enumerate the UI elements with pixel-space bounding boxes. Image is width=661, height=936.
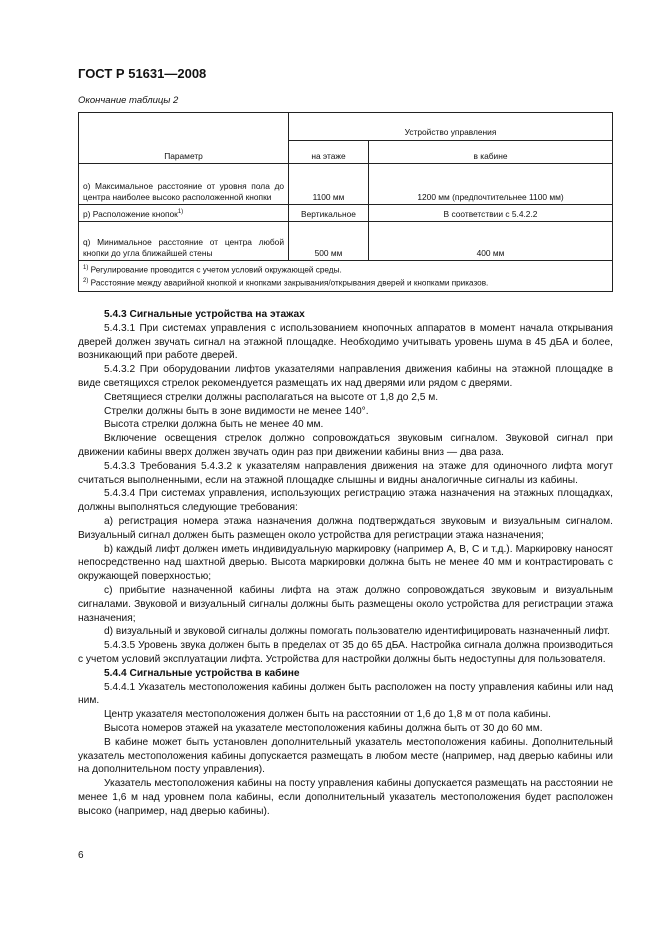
table-row	[79, 222, 613, 261]
note-item	[83, 263, 608, 276]
paragraph: d) визуальный и звуковой сигналы должны помогать пользователю идентифицировать назначенный лифт.	[104, 626, 610, 638]
row-floor-value: 1100 мм	[289, 164, 369, 205]
paragraph: c) прибытие назначенной кабины лифта на этаж должно сопровождаться звуковым и визуальным сигналами. Звуковой и визуальный сигналы должны быть размещены около устройства для регистрации этажа назначения;	[78, 584, 613, 624]
section-heading: 5.4.3 Сигнальные устройства на этажах	[104, 309, 305, 320]
paragraph: Центр указателя местоположения должен быть на расстоянии от 1,6 до 1,8 м от пола кабины.	[104, 709, 551, 721]
device-header: Устройство управления	[289, 113, 613, 141]
paragraph: b) каждый лифт должен иметь индивидуальную маркировку (например А, В, С и т.д.). Маркировку наносят непосредственно над шахтной дверью. Высота маркировки должна быть не менее 40 мм и контрастировать с окружающей поверхностью;	[78, 543, 613, 583]
paragraph: 5.4.3.2 При оборудовании лифтов указателями направления движения кабины на этажной площадке в виде светящихся стрелок рекомендуется размещать их над дверями или рядом с дверями.	[78, 364, 613, 389]
paragraph: В кабине может быть установлен дополнительный указатель местоположения кабины. Дополнительный указатель местоположения кабины допускается размещать в любом месте (например, над дверью кабины или на дополнительном посту управления).	[78, 736, 613, 776]
table-row	[79, 164, 613, 205]
row-floor-value: 500 мм	[289, 222, 369, 261]
row-param: q) Минимальное расстояние от центра любой кнопки до угла ближайшей стены	[79, 222, 289, 261]
row-param: o) Максимальное расстояние от уровня пола до центра наиболее высоко расположенной кнопки	[79, 164, 289, 205]
note-text: Регулирование проводится с учетом условий окружающей среды.	[90, 266, 342, 276]
param-header: Параметр	[79, 113, 289, 164]
row-floor-value: Вертикальное	[289, 205, 369, 222]
table-header-row	[79, 113, 613, 141]
row-cabin-value: 1200 мм (предпочтительнее 1100 мм)	[369, 164, 613, 205]
row-param-text: р) Расположение кнопок	[83, 208, 178, 219]
footnote-mark-1: 1)	[177, 209, 184, 215]
paragraph: 5.4.3.1 При системах управления с использованием кнопочных аппаратов в момент начала открывания дверей должен звучать сигнал на этажной площадке. Необходимо учитывать уровень шума в 45 дБА и более, возникающий при работе дверей.	[78, 322, 613, 362]
paragraph: Высота номеров этажей на указателе местоположения кабины должна быть от 30 до 60 мм.	[104, 722, 543, 734]
section-heading: 5.4.4 Сигнальные устройства в кабине	[104, 667, 300, 679]
paragraph: 5.4.4.1 Указатель местоположения кабины должен быть расположен на посту управления кабины или над ним.	[78, 681, 613, 707]
paragraph: 5.4.3.4 При системах управления, использующих регистрацию этажа назначения на этажных площадках, должны выполняться следующие требования:	[78, 488, 613, 514]
document-header: ГОСТ Р 51631—2008	[78, 66, 207, 81]
col-cabin-header: в кабине	[369, 140, 613, 163]
paragraph: Высота стрелки должна быть не менее 40 мм.	[104, 419, 324, 431]
note-mark: 2)	[83, 278, 89, 285]
row-param	[79, 205, 289, 222]
table-notes	[79, 261, 613, 291]
paragraph: 5.4.3.5 Уровень звука должен быть в пределах от 35 до 65 дБА. Настройка сигнала должна производиться с учетом условий эксплуатации лифта. Устройства для настройки должны быть недоступны для пользователя.	[78, 640, 613, 665]
paragraph: 5.4.3.3 Требования 5.4.3.2 к указателям направления движения на этаже для одиночного лифта могут считаться выполненными, если на этажной площадке слышны и видны аналогичные сигналы из кабины.	[78, 460, 613, 486]
page-number: 6	[78, 850, 84, 861]
paragraph: Светящиеся стрелки должны располагаться на высоте от 1,8 до 2,5 м.	[104, 391, 439, 403]
note-text: Расстояние между аварийной кнопкой и кнопками закрывания/открывания дверей и кнопками приказов.	[90, 278, 489, 288]
note-mark: 1)	[83, 265, 89, 272]
row-cabin-value: 400 мм	[369, 222, 613, 261]
paragraph: a) регистрация номера этажа назначения должна подтверждаться звуковым и визуальным сигналом. Визуальный сигнал должен быть размещен около устройства для регистрации этажа назначения;	[78, 515, 613, 541]
body-text	[78, 308, 613, 818]
paragraph: Стрелки должны быть в зоне видимости не менее 140°.	[104, 405, 369, 417]
paragraph: Указатель местоположения кабины на посту управления кабины допускается размещать на расстоянии не менее 1,6 м над уровнем пола кабины, если дополнительный указатель местоположения будет расположен высоко (например, над дверью кабины).	[78, 778, 613, 817]
table-caption: Окончание таблицы 2	[78, 95, 179, 106]
table-row	[79, 205, 613, 222]
col-floor-header: на этаже	[289, 140, 369, 163]
table-notes-row	[79, 261, 613, 291]
note-item	[83, 276, 608, 289]
row-cabin-value: В соответствии с 5.4.2.2	[369, 205, 613, 222]
paragraph: Включение освещения стрелок должно сопровождаться звуковым сигналом. Звуковой сигнал при движении кабины вверх должен звучать один раз при движении кабины вниз — два раза.	[78, 433, 613, 458]
parameters-table	[78, 112, 613, 292]
